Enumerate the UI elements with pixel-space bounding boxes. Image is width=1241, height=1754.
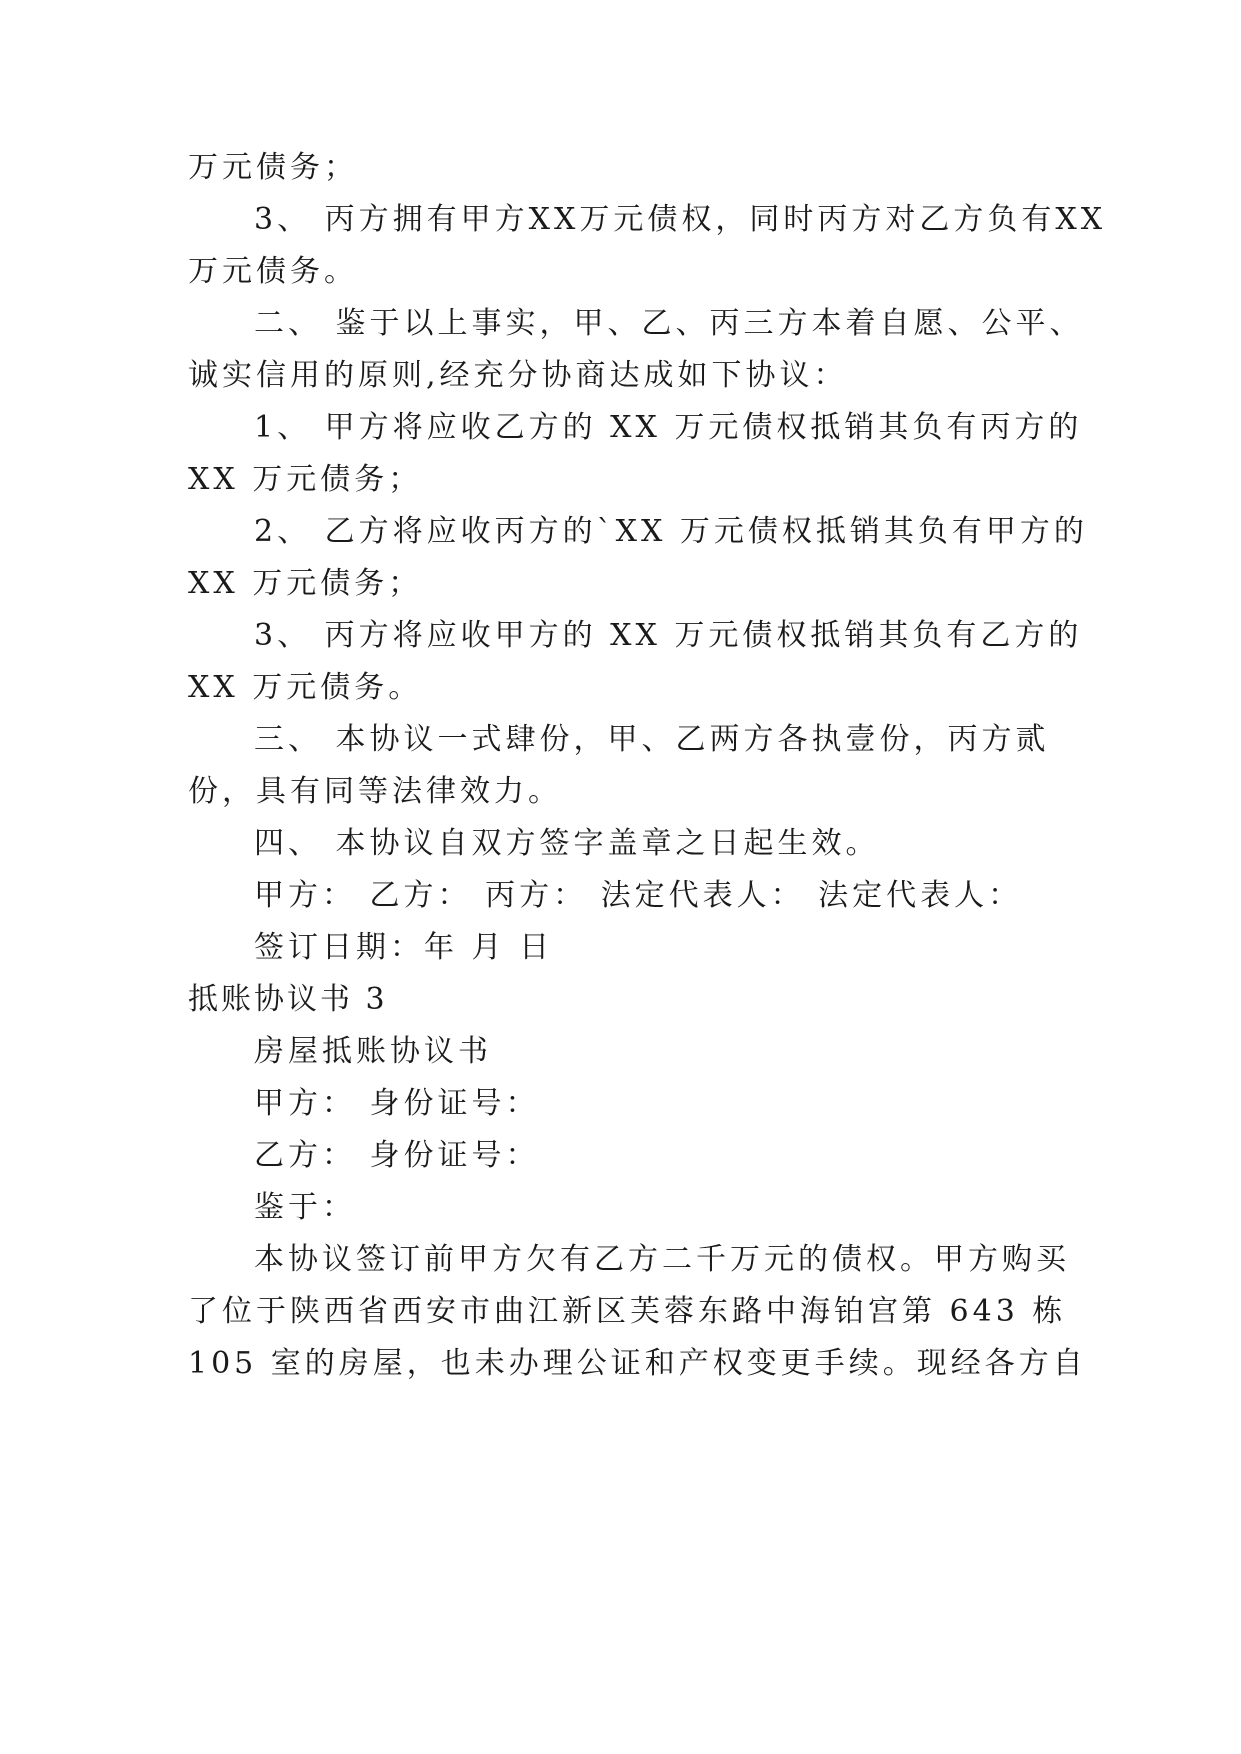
text-line: 份，具有同等法律效力。 [188,774,562,809]
text-line: 3、 丙方将应收甲方的 XX 万元债权抵销其负有乙方的 [254,618,1083,653]
signature-parties-line: 甲方： 乙方： 丙方： 法定代表人： 法定代表人： [254,878,1023,913]
party-a-line: 甲方： 身份证号： [254,1086,540,1121]
text-line: 了位于陕西省西安市曲江新区芙蓉东路中海铂宫第 643 栋 [188,1294,1067,1329]
text-line: 1、 甲方将应收乙方的 XX 万元债权抵销其负有丙方的 [254,410,1083,445]
text-line: 二、 鉴于以上事实，甲、乙、丙三方本着自愿、公平、 [254,306,1084,341]
text-line: XX 万元债务； [188,462,423,497]
text-line: 四、 本协议自双方签字盖章之日起生效。 [254,826,880,861]
text-line: 2、 乙方将应收丙方的`XX 万元债权抵销其负有甲方的 [254,514,1088,549]
text-line: 三、 本协议一式肆份，甲、乙两方各执壹份，丙方贰 [254,722,1050,757]
party-b-line: 乙方： 身份证号： [254,1138,540,1173]
text-line: 万元债务； [188,150,358,185]
text-line: 3、 丙方拥有甲方XX万元债权，同时丙方对乙方负有XX [254,202,1107,237]
text-line: 105 室的房屋，也未办理公证和产权变更手续。现经各方自 [188,1346,1087,1381]
section-title: 抵账协议书 3 [188,982,388,1017]
text-line: 本协议签订前甲方欠有乙方二千万元的债权。甲方购买 [254,1242,1070,1277]
document-title: 房屋抵账协议书 [254,1034,492,1069]
text-line: XX 万元债务； [188,566,423,601]
text-line: 诚实信用的原则,经充分协商达成如下协议： [188,358,848,393]
text-line: 万元债务。 [188,254,358,289]
text-line: XX 万元债务。 [188,670,423,705]
signing-date-line: 签订日期：年 月 日 [254,930,554,965]
whereas-label: 鉴于： [254,1190,356,1225]
